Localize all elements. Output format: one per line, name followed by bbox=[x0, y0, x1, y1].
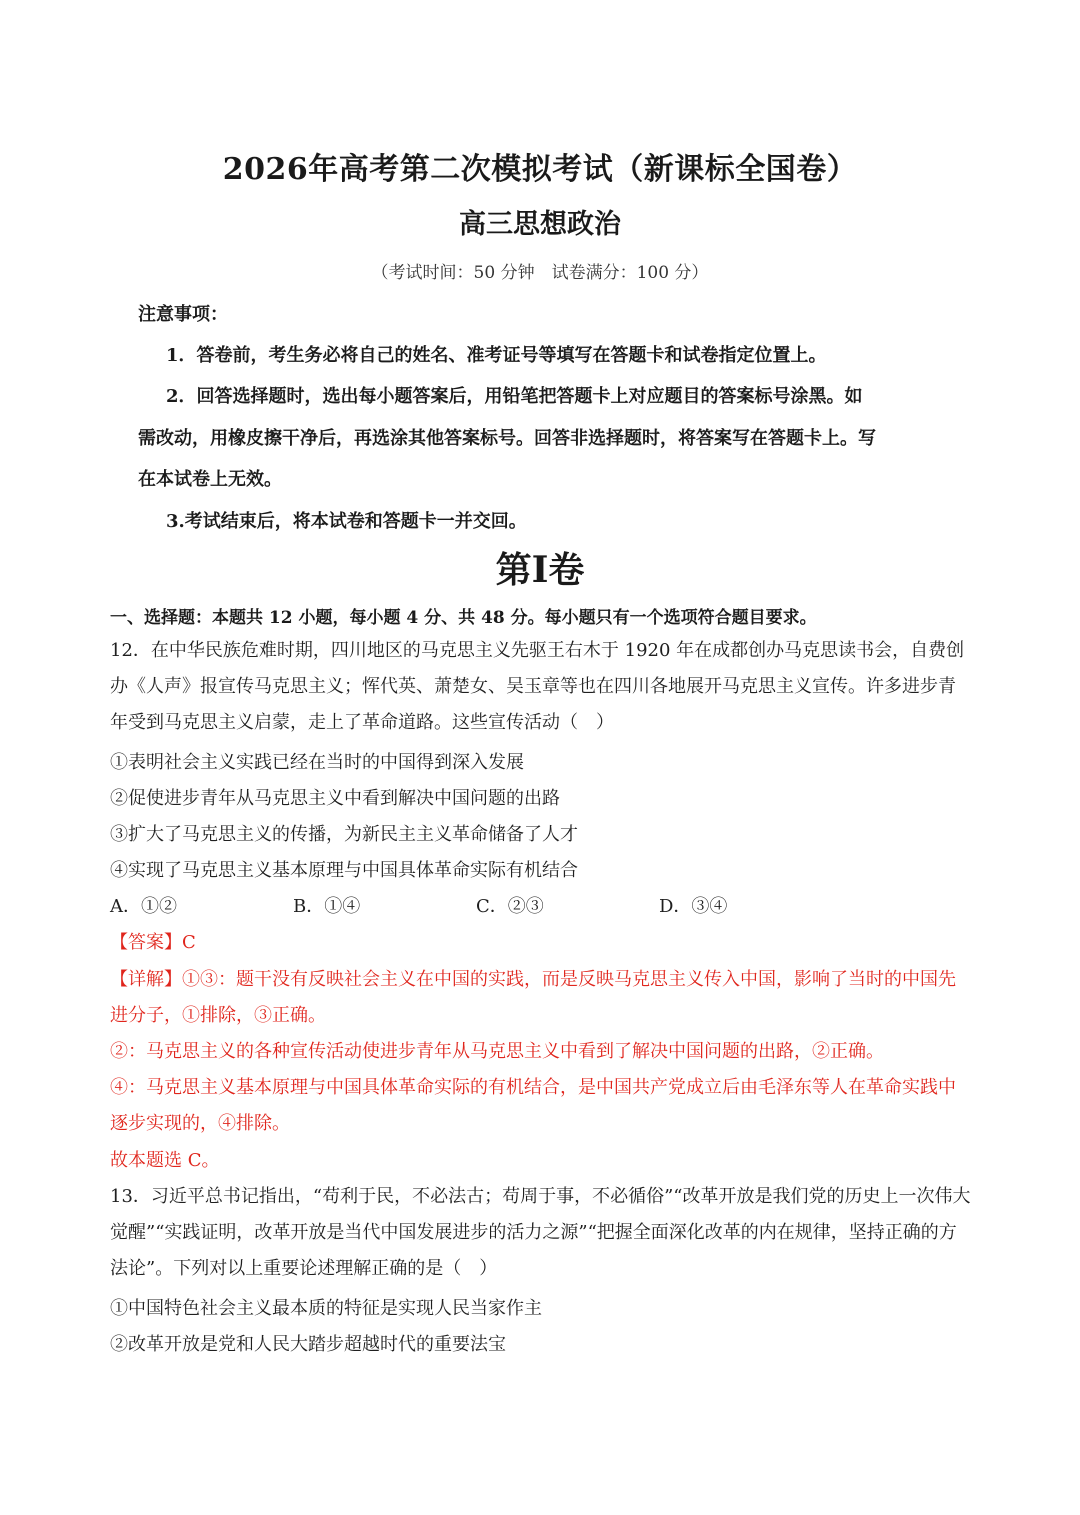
q13-item: ①中国特色社会主义最本质的特征是实现人民当家作主 bbox=[110, 1298, 542, 1319]
q12-option-b: B．①④ bbox=[293, 896, 361, 917]
q12-detail-line: 故本题选 C。 bbox=[110, 1150, 220, 1171]
notice-line: 需改动，用橡皮擦干净后，再选涂其他答案标号。回答非选择题时，将答案写在答题卡上。写 bbox=[138, 428, 876, 449]
q12-option-d: D．③④ bbox=[659, 896, 728, 917]
notice-line: 1．答卷前，考生务必将自己的姓名、准考证号等填写在答题卡和试卷指定位置上。 bbox=[166, 345, 827, 366]
q12-detail-line: 进分子，①排除，③正确。 bbox=[110, 1005, 326, 1026]
q13-stem-line: 觉醒”“实践证明，改革开放是当代中国发展进步的活力之源”“把握全面深化改革的内在规律，坚持正确的方 bbox=[110, 1222, 957, 1243]
q12-stem-line: 12．在中华民族危难时期，四川地区的马克思主义先驱王右木于 1920 年在成都创办马克思读书会，自费创 bbox=[110, 640, 965, 661]
q12-item: ②促使进步青年从马克思主义中看到解决中国问题的出路 bbox=[110, 788, 560, 809]
q12-option-a: A．①② bbox=[110, 896, 177, 917]
q13-item: ②改革开放是党和人民大踏步超越时代的重要法宝 bbox=[110, 1334, 506, 1355]
q12-item: ①表明社会主义实践已经在当时的中国得到深入发展 bbox=[110, 752, 524, 773]
q12-item: ④实现了马克思主义基本原理与中国具体革命实际有机结合 bbox=[110, 860, 578, 881]
answer-label: 【答案】 bbox=[110, 932, 182, 953]
q12-stem-line: 年受到马克思主义启蒙，走上了革命道路。这些宣传活动（ ） bbox=[110, 712, 614, 733]
q12-item: ③扩大了马克思主义的传播，为新民主主义革命储备了人才 bbox=[110, 824, 578, 845]
exam-info: （考试时间：50 分钟 试卷满分：100 分） bbox=[371, 263, 709, 283]
q13-stem-line: 13．习近平总书记指出，“苟利于民，不必法古；苟周于事，不必循俗”“改革开放是我们党的历史上一次伟大 bbox=[110, 1186, 971, 1207]
exam-title: 2026年高考第二次模拟考试（新课标全国卷） bbox=[222, 152, 858, 187]
q12-option-c: C．②③ bbox=[476, 896, 544, 917]
q12-stem-line: 办《人声》报宣传马克思主义；恽代英、萧楚女、吴玉章等也在四川各地展开马克思主义宣传。许多进步青 bbox=[110, 676, 956, 697]
q12-detail-line bbox=[110, 966, 956, 994]
notice-line: 在本试卷上无效。 bbox=[138, 469, 282, 490]
detail-text: ①③：题干没有反映社会主义在中国的实践，而是反映马克思主义传入中国，影响了当时的中国先 bbox=[182, 969, 956, 990]
q12-options bbox=[110, 893, 842, 921]
detail-label: 【详解】 bbox=[110, 969, 182, 990]
section-heading: 一、选择题：本题共 12 小题，每小题 4 分、共 48 分。每小题只有一个选项符合题目要求。 bbox=[110, 608, 817, 628]
q12-detail-line: 逐步实现的，④排除。 bbox=[110, 1113, 290, 1134]
q12-answer bbox=[110, 929, 196, 957]
q12-detail-line: ④：马克思主义基本原理与中国具体革命实际的有机结合，是中国共产党成立后由毛泽东等人在革命实践中 bbox=[110, 1077, 956, 1098]
answer-value: C bbox=[182, 932, 196, 953]
volume-title: 第I卷 bbox=[495, 549, 585, 591]
notice-line: 3.考试结束后，将本试卷和答题卡一并交回。 bbox=[166, 511, 527, 532]
notice-line: 2．回答选择题时，选出每小题答案后，用铅笔把答题卡上对应题目的答案标号涂黑。如 bbox=[166, 386, 863, 407]
q13-stem-line: 法论”。下列对以上重要论述理解正确的是（ ） bbox=[110, 1258, 498, 1279]
q12-detail-line: ②：马克思主义的各种宣传活动使进步青年从马克思主义中看到了解决中国问题的出路，②正确。 bbox=[110, 1041, 884, 1062]
notice-heading: 注意事项： bbox=[138, 304, 228, 325]
exam-subtitle: 高三思想政治 bbox=[459, 209, 621, 240]
